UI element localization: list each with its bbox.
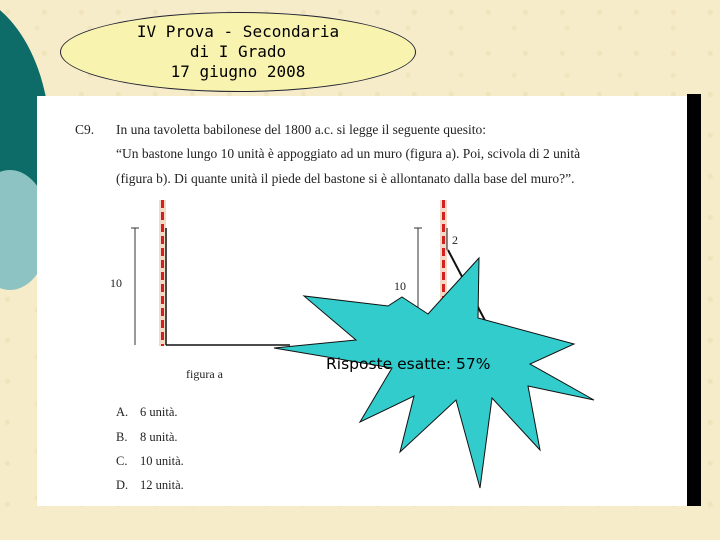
callout-starburst xyxy=(274,258,594,488)
question-line-2: “Un bastone lungo 10 unità è appoggiato ad un muro (figura a). Poi, scivola di 2 unità xyxy=(116,146,581,161)
option-letter: A. xyxy=(116,405,129,419)
option-text: 10 unità. xyxy=(140,454,184,468)
option-text: 12 unità. xyxy=(140,478,184,492)
option-text: 8 unità. xyxy=(140,430,178,444)
label-slide-b: 2 xyxy=(452,233,458,247)
figure-a xyxy=(131,200,290,346)
option-text: 6 unità. xyxy=(140,405,178,419)
option-letter: B. xyxy=(116,430,128,444)
title-line-3: 17 giugno 2008 xyxy=(170,62,306,81)
question-line-1: In una tavoletta babilonese del 1800 a.c. si legge il seguente quesito: xyxy=(116,122,487,137)
option-letter: C. xyxy=(116,454,128,468)
callout-text: Risposte esatte: 57% xyxy=(326,355,491,373)
option-b xyxy=(116,430,178,445)
option-a xyxy=(116,405,178,420)
option-letter: D. xyxy=(116,478,129,492)
caption-figure-a: figura a xyxy=(186,367,223,381)
title-line-2: di I Grado xyxy=(189,42,287,61)
option-c xyxy=(116,454,184,469)
question-line-3: (figura b). Di quante unità il piede del bastone si è allontanato dalla base del muro?”. xyxy=(116,171,575,186)
option-d xyxy=(116,478,184,493)
question-number: C9. xyxy=(75,122,95,137)
title-line-1: IV Prova - Secondaria xyxy=(136,22,340,41)
label-height-a: 10 xyxy=(110,276,122,290)
label-height-b: 10 xyxy=(394,279,406,293)
